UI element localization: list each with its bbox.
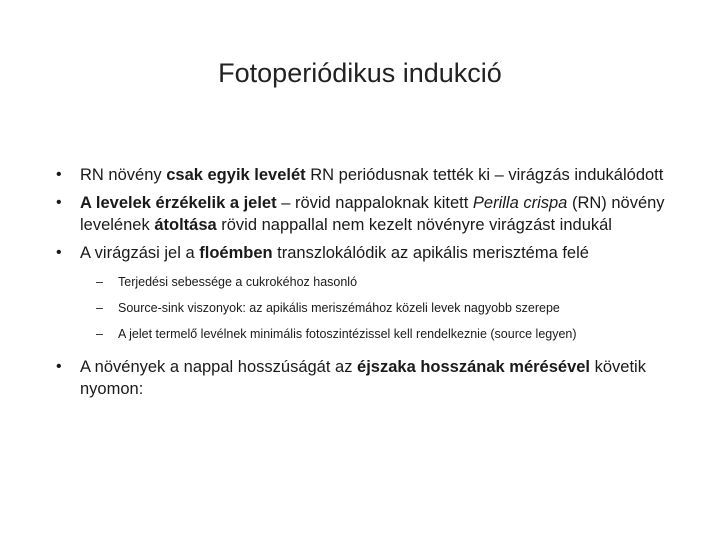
bullet-dot: •: [56, 166, 62, 183]
bullet-dot: •: [56, 194, 62, 211]
bullet-item: [56, 192, 676, 236]
bullet-text-part: RN periódusnak tették ki – virágzás indukálódott: [305, 166, 664, 184]
bullet-text-part: floémben: [199, 244, 273, 262]
bullet-text-part: A virágzási jel a: [80, 244, 200, 262]
sub-bullet-list: [96, 274, 676, 342]
bullet-text-part: rövid nappallal nem kezelt növényre virágzást indukál: [216, 216, 612, 234]
bullet-text-part: csak egyik levelét: [166, 166, 306, 184]
sub-bullet-text: Source-sink viszonyok: az apikális meriszémához közeli levek nagyobb szerepe: [118, 301, 560, 315]
bullet-text-part: transzlokálódik az apikális merisztéma felé: [272, 244, 589, 262]
bullet-text-part: (RN) növény levelének: [80, 194, 665, 234]
bullet-dot: •: [56, 358, 62, 375]
bullet-text-part: átoltása: [154, 216, 217, 234]
bullet-text-part: követik nyomon:: [80, 358, 646, 398]
bullet-text-part: RN növény: [80, 166, 167, 184]
bullet-text-part: éjszaka hosszának mérésével: [357, 358, 591, 376]
sub-bullet-text: Terjedési sebessége a cukrokéhoz hasonló: [118, 275, 358, 289]
sub-bullet-dash: –: [96, 327, 103, 341]
bullet-item: [56, 164, 676, 186]
sub-bullet-dash: –: [96, 301, 103, 315]
sub-bullet-text: A jelet termelő levélnek minimális fotoszintézissel kell rendelkeznie (source legyen): [118, 327, 577, 341]
slide-title: Fotoperiódikus indukció: [218, 58, 502, 88]
bullet-text-part: – rövid nappaloknak kitett: [276, 194, 473, 212]
bullet-dot: •: [56, 244, 62, 261]
bullet-text-part: Perilla crispa: [472, 194, 568, 212]
sub-bullet-item: [96, 326, 676, 342]
sub-bullet-dash: –: [96, 275, 103, 289]
sub-bullet-item: [96, 300, 676, 316]
bullet-text-part: A levelek érzékelik a jelet: [80, 194, 277, 212]
bullet-item: [56, 242, 676, 264]
bullet-text-part: A növények a nappal hosszúságát az: [80, 358, 358, 376]
bullet-item: [56, 356, 676, 400]
slide-content: [56, 164, 676, 406]
sub-bullet-item: [96, 274, 676, 290]
